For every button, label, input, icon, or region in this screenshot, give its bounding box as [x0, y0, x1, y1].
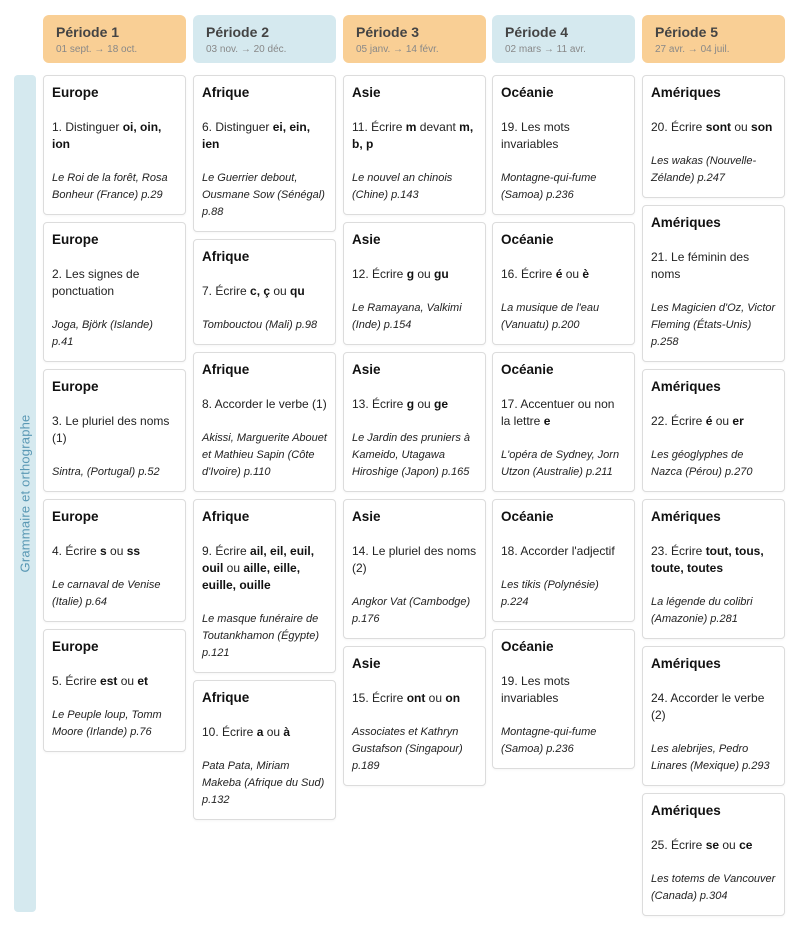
lesson-card[interactable]	[492, 499, 635, 622]
lesson-text: ou	[712, 414, 733, 428]
card-region: Europe	[52, 232, 99, 247]
column-header	[642, 15, 785, 63]
card-region: Asie	[352, 85, 381, 100]
lesson-text: ou	[117, 674, 138, 688]
column-periode-3	[343, 15, 486, 786]
lesson-keyword: oi, oin, ion	[52, 120, 162, 151]
lesson-text: 14. Le pluriel des noms (2)	[352, 544, 477, 575]
lesson-text: 6. Distinguer	[202, 120, 273, 134]
lesson-text: ou	[562, 267, 583, 281]
card-region: Afrique	[202, 85, 250, 100]
card-region: Amériques	[651, 509, 721, 524]
lesson-keyword: à	[283, 725, 291, 739]
lesson-keyword: é	[555, 267, 563, 281]
lesson-text: 13. Écrire	[352, 397, 407, 411]
lesson-keyword: ge	[434, 397, 449, 411]
card-reference: Sintra, (Portugal) p.52	[52, 466, 160, 478]
column-header	[492, 15, 635, 63]
card-lesson	[202, 724, 327, 741]
period-dates: 27 avr. → 04 juil.	[655, 44, 730, 55]
lesson-card[interactable]	[193, 680, 336, 820]
card-lesson	[52, 266, 177, 300]
lesson-text: ou	[263, 725, 284, 739]
lesson-card[interactable]	[492, 629, 635, 769]
card-reference: Associates et Kathryn Gustafson (Singapour) p.189	[352, 726, 463, 772]
lesson-text: ou	[106, 544, 127, 558]
card-lesson	[651, 690, 776, 724]
card-reference: Les géoglyphes de Nazca (Pérou) p.270	[651, 449, 753, 478]
card-lesson	[651, 413, 776, 430]
column-periode-5	[642, 15, 785, 916]
period-dates: 02 mars → 11 avr.	[505, 44, 586, 55]
card-list	[343, 75, 486, 786]
lesson-text: ou	[425, 691, 446, 705]
column-periode-4	[492, 15, 635, 769]
lesson-text: 10. Écrire	[202, 725, 257, 739]
card-reference: La légende du colibri (Amazonie) p.281	[651, 596, 753, 625]
lesson-card[interactable]	[43, 222, 186, 362]
lesson-card[interactable]	[343, 646, 486, 786]
card-reference: Les tikis (Polynésie) p.224	[501, 579, 599, 608]
lesson-keyword: gu	[434, 267, 449, 281]
lesson-text: 4. Écrire	[52, 544, 101, 558]
lesson-text: ou	[270, 284, 291, 298]
lesson-keyword: son	[751, 120, 773, 134]
card-list	[642, 75, 785, 916]
lesson-keyword: tout, tous, toute, toutes	[651, 544, 764, 575]
card-reference: Le nouvel an chinois (Chine) p.143	[352, 172, 453, 201]
card-lesson	[52, 413, 177, 447]
lesson-keyword: e	[543, 414, 551, 428]
lesson-text: ou	[414, 267, 435, 281]
period-title: Période 1	[56, 24, 120, 40]
card-lesson	[651, 837, 776, 854]
card-reference: Pata Pata, Miriam Makeba (Afrique du Sud) p.132	[202, 760, 325, 806]
card-region: Océanie	[501, 362, 554, 377]
card-reference: Les Magicien d'Oz, Victor Fleming (États-Unis) p.258	[651, 302, 776, 348]
lesson-text: 22. Écrire	[651, 414, 706, 428]
lesson-text: 24. Accorder le verbe (2)	[651, 691, 765, 722]
column-periode-1	[43, 15, 186, 752]
card-lesson	[52, 673, 177, 690]
card-lesson	[651, 543, 776, 577]
lesson-card[interactable]	[343, 75, 486, 215]
lesson-keyword: c, ç	[250, 284, 271, 298]
card-region: Afrique	[202, 362, 250, 377]
card-region: Océanie	[501, 232, 554, 247]
lesson-card[interactable]	[43, 499, 186, 622]
column-periode-2	[193, 15, 336, 820]
lesson-card[interactable]	[492, 352, 635, 492]
lesson-keyword: est	[100, 674, 118, 688]
lesson-card[interactable]	[343, 499, 486, 639]
card-lesson	[501, 673, 626, 707]
lesson-text: 7. Écrire	[202, 284, 251, 298]
lesson-keyword: sont	[705, 120, 732, 134]
lesson-card[interactable]	[642, 205, 785, 362]
lesson-keyword: se	[705, 838, 720, 852]
lesson-text: 11. Écrire	[352, 120, 406, 134]
lesson-text: ou	[223, 561, 244, 575]
card-lesson	[202, 543, 327, 594]
period-dates: 01 sept. → 18 oct.	[56, 44, 138, 55]
lesson-card[interactable]	[642, 369, 785, 492]
card-lesson	[651, 119, 776, 136]
card-reference: Montagne-qui-fume (Samoa) p.236	[501, 726, 597, 755]
period-dates: 05 janv. → 14 févr.	[356, 44, 439, 55]
column-header	[43, 15, 186, 63]
lesson-text: 2. Les signes de ponctuation	[52, 267, 140, 298]
lesson-text: 17. Accentuer ou non la lettre	[501, 397, 615, 428]
lesson-keyword: ei, ein, ien	[202, 120, 311, 151]
lesson-text: ou	[719, 838, 740, 852]
lesson-keyword: s	[100, 544, 107, 558]
card-region: Amériques	[651, 85, 721, 100]
card-region: Amériques	[651, 656, 721, 671]
column-header	[343, 15, 486, 63]
lesson-text: 19. Les mots invariables	[501, 120, 570, 151]
card-region: Asie	[352, 656, 381, 671]
card-reference: Angkor Vat (Cambodge) p.176	[352, 596, 471, 625]
card-reference: Les totems de Vancouver (Canada) p.304	[651, 873, 776, 902]
lesson-card[interactable]	[193, 499, 336, 673]
card-region: Asie	[352, 509, 381, 524]
lesson-keyword: è	[582, 267, 590, 281]
card-reference: Joga, Björk (Islande) p.41	[52, 319, 153, 348]
card-lesson	[52, 119, 177, 153]
lesson-card[interactable]	[492, 75, 635, 215]
card-lesson	[501, 396, 626, 430]
card-region: Amériques	[651, 379, 721, 394]
card-lesson	[501, 119, 626, 153]
period-title: Période 4	[505, 24, 569, 40]
lesson-text: 25. Écrire	[651, 838, 706, 852]
period-title: Période 2	[206, 24, 270, 40]
card-lesson	[202, 119, 327, 153]
period-title: Période 5	[655, 24, 719, 40]
card-lesson	[651, 249, 776, 283]
card-region: Europe	[52, 379, 99, 394]
lesson-keyword: ail, eil, euil, ouil	[202, 544, 315, 575]
lesson-card[interactable]	[193, 239, 336, 345]
lesson-card[interactable]	[642, 793, 785, 916]
card-region: Amériques	[651, 215, 721, 230]
lesson-keyword: g	[406, 267, 415, 281]
lesson-text: 20. Écrire	[651, 120, 706, 134]
card-reference: Le masque funéraire de Toutankhamon (Égypte) p.121	[202, 613, 319, 659]
lesson-text: 1. Distinguer	[52, 120, 123, 134]
lesson-card[interactable]	[642, 75, 785, 198]
card-reference: Le Peuple loup, Tomm Moore (Irlande) p.76	[52, 709, 162, 738]
card-lesson	[52, 543, 177, 560]
card-reference: Le Guerrier debout, Ousmane Sow (Sénégal) p.88	[202, 172, 325, 218]
lesson-text: 9. Écrire	[202, 544, 251, 558]
lesson-text: ou	[731, 120, 752, 134]
card-region: Océanie	[501, 639, 554, 654]
column-header	[193, 15, 336, 63]
card-region: Europe	[52, 509, 99, 524]
card-lesson	[202, 283, 327, 300]
lesson-text: 15. Écrire	[352, 691, 407, 705]
card-region: Asie	[352, 232, 381, 247]
lesson-text: 21. Le féminin des noms	[651, 250, 750, 281]
lesson-keyword: er	[732, 414, 744, 428]
card-reference: L'opéra de Sydney, Jorn Utzon (Australie) p.211	[501, 449, 620, 478]
card-region: Amériques	[651, 803, 721, 818]
lesson-card[interactable]	[43, 75, 186, 215]
card-region: Asie	[352, 362, 381, 377]
card-region: Océanie	[501, 509, 554, 524]
card-lesson	[501, 266, 626, 283]
lesson-keyword: qu	[290, 284, 305, 298]
lesson-card[interactable]	[492, 222, 635, 345]
card-region: Europe	[52, 639, 99, 654]
lesson-keyword: ce	[739, 838, 753, 852]
domain-side-label-text: Grammaire et orthographe	[17, 414, 33, 573]
card-reference: Le Roi de la forêt, Rosa Bonheur (France) p.29	[52, 172, 168, 201]
lesson-text: 5. Écrire	[52, 674, 101, 688]
lesson-text: 18. Accorder l'adjectif	[501, 544, 615, 558]
card-lesson	[352, 266, 477, 283]
lesson-keyword: m, b, p	[352, 120, 474, 151]
card-region: Europe	[52, 85, 99, 100]
lesson-text: ou	[414, 397, 435, 411]
lesson-text: 23. Écrire	[651, 544, 706, 558]
card-region: Océanie	[501, 85, 554, 100]
lesson-card[interactable]	[43, 369, 186, 492]
card-list	[193, 75, 336, 820]
lesson-keyword: aille, eille, euille, ouille	[202, 561, 301, 592]
lesson-text: 8. Accorder le verbe (1)	[202, 397, 327, 411]
lesson-keyword: g	[406, 397, 415, 411]
lesson-keyword: a	[256, 725, 264, 739]
period-dates: 03 nov. → 20 déc.	[206, 44, 287, 55]
card-reference: Le Ramayana, Valkimi (Inde) p.154	[352, 302, 462, 331]
card-lesson	[501, 543, 626, 560]
lesson-keyword: m	[405, 120, 417, 134]
lesson-card[interactable]	[193, 75, 336, 232]
lesson-card[interactable]	[343, 222, 486, 345]
lesson-card[interactable]	[193, 352, 336, 492]
card-reference: La musique de l'eau (Vanuatu) p.200	[501, 302, 600, 331]
lesson-card[interactable]	[642, 499, 785, 639]
card-lesson	[202, 396, 327, 413]
card-reference: Les wakas (Nouvelle-Zélande) p.247	[651, 155, 757, 184]
card-lesson	[352, 690, 477, 707]
period-title: Période 3	[356, 24, 420, 40]
lesson-text: 3. Le pluriel des noms (1)	[52, 414, 170, 445]
card-reference: Akissi, Marguerite Abouet et Mathieu Sapin (Côte d'Ivoire) p.110	[202, 432, 327, 478]
card-region: Afrique	[202, 249, 250, 264]
card-reference: Montagne-qui-fume (Samoa) p.236	[501, 172, 597, 201]
lesson-keyword: é	[705, 414, 713, 428]
card-list	[492, 75, 635, 769]
lesson-text: 12. Écrire	[352, 267, 407, 281]
lesson-card[interactable]	[343, 352, 486, 492]
lesson-card[interactable]	[642, 646, 785, 786]
lesson-text: devant	[416, 120, 460, 134]
lesson-text: 19. Les mots invariables	[501, 674, 570, 705]
card-reference: Le Jardin des pruniers à Kameido, Utagawa Hiroshige (Japon) p.165	[352, 432, 471, 478]
card-reference: Tombouctou (Mali) p.98	[202, 319, 318, 331]
card-region: Afrique	[202, 690, 250, 705]
card-lesson	[352, 119, 477, 153]
card-lesson	[352, 396, 477, 413]
card-reference: Le carnaval de Venise (Italie) p.64	[52, 579, 161, 608]
domain-side-label	[14, 75, 36, 912]
lesson-text: 16. Écrire	[501, 267, 556, 281]
card-reference: Les alebrijes, Pedro Linares (Mexique) p.293	[651, 743, 770, 772]
lesson-keyword: et	[137, 674, 149, 688]
lesson-keyword: on	[445, 691, 461, 705]
lesson-card[interactable]	[43, 629, 186, 752]
lesson-keyword: ont	[406, 691, 426, 705]
card-region: Afrique	[202, 509, 250, 524]
lesson-keyword: ss	[126, 544, 141, 558]
card-lesson	[352, 543, 477, 577]
card-list	[43, 75, 186, 752]
